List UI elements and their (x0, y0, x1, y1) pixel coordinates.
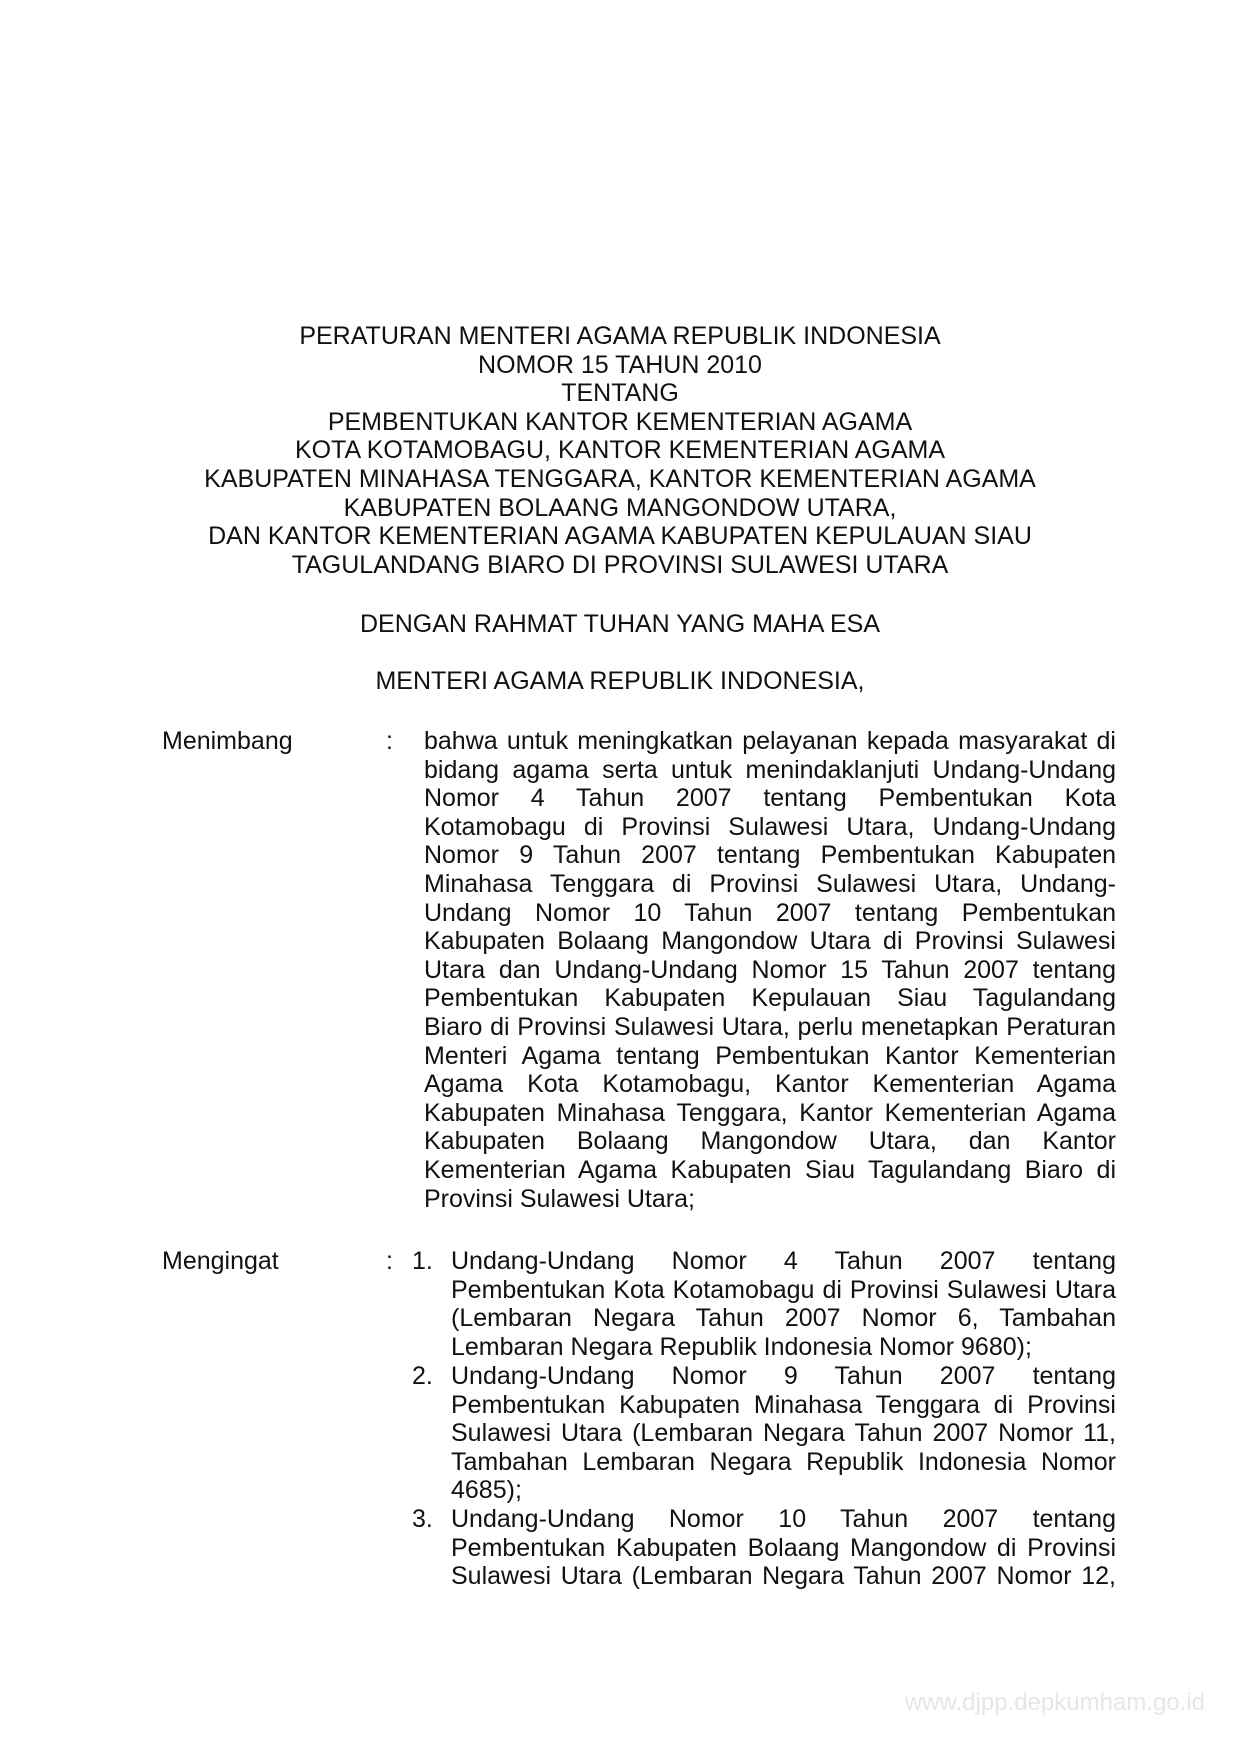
item-number: 1. (412, 1247, 433, 1275)
blessing-line: DENGAN RAHMAT TUHAN YANG MAHA ESA (359, 610, 880, 638)
item-line: Undang-Undang Nomor 10 Tahun 2007 tentang (451, 1505, 1116, 1533)
watermark: www.djpp.depkumham.go.id (904, 1689, 1205, 1716)
menimbang-line: Utara dan Undang-Undang Nomor 15 Tahun 2007 tentang (424, 955, 1116, 984)
item-line: Undang-Undang Nomor 9 Tahun 2007 tentang (451, 1362, 1116, 1390)
menimbang-body (424, 727, 1116, 1213)
menimbang-line: bahwa untuk meningkatkan pelayanan kepada masyarakat di (424, 727, 1116, 755)
menimbang-line: Kotamobagu di Provinsi Sulawesi Utara, Undang-Undang (424, 812, 1116, 841)
item-number: 2. (412, 1362, 433, 1390)
title-line: TAGULANDANG BIARO DI PROVINSI SULAWESI UTARA (291, 550, 949, 579)
menimbang-line: Nomor 9 Tahun 2007 tentang Pembentukan Kabupaten (424, 841, 1116, 870)
menimbang-label: Menimbang (162, 727, 293, 755)
menimbang-line: Kabupaten Bolaang Mangondow Utara di Provinsi Sulawesi (424, 927, 1116, 956)
item-line: Undang-Undang Nomor 4 Tahun 2007 tentang (451, 1247, 1116, 1275)
title-line: KOTA KOTAMOBAGU, KANTOR KEMENTERIAN AGAMA (294, 436, 946, 465)
menimbang-line: Kabupaten Minahasa Tenggara, Kantor Kementerian Agama (424, 1098, 1116, 1127)
title-line: PEMBENTUKAN KANTOR KEMENTERIAN AGAMA (327, 407, 913, 436)
mengingat-colon: : (386, 1247, 393, 1275)
title-line: KABUPATEN BOLAANG MANGONDOW UTARA, (343, 493, 897, 522)
menimbang-line: Pembentukan Kabupaten Kepulauan Siau Tagulandang (424, 984, 1116, 1013)
item-text (451, 1247, 1116, 1361)
menimbang-line: bidang agama serta untuk menindaklanjuti Undang-Undang (424, 755, 1116, 784)
item-number: 3. (412, 1505, 433, 1533)
item-line: Pembentukan Kabupaten Minahasa Tenggara di Provinsi (451, 1390, 1116, 1419)
menimbang-line: Nomor 4 Tahun 2007 tentang Pembentukan Kota (424, 784, 1116, 813)
menimbang-line: Agama Kota Kotamobagu, Kantor Kementerian Agama (424, 1070, 1116, 1099)
menimbang-line: Biaro di Provinsi Sulawesi Utara, perlu menetapkan Peraturan (424, 1012, 1116, 1041)
title-line: KABUPATEN MINAHASA TENGGARA, KANTOR KEMENTERIAN AGAMA (204, 464, 1036, 493)
item-line: (Lembaran Negara Tahun 2007 Nomor 6, Tambahan (451, 1304, 1116, 1333)
item-line: Sulawesi Utara (Lembaran Negara Tahun 2007 Nomor 11, (451, 1419, 1116, 1448)
menimbang-line: Provinsi Sulawesi Utara; (424, 1184, 695, 1213)
item-line: Lembaran Negara Republik Indonesia Nomor 9680); (451, 1332, 1032, 1361)
title-line: DAN KANTOR KEMENTERIAN AGAMA KABUPATEN KEPULAUAN SIAU (208, 522, 1032, 551)
menimbang-colon: : (386, 727, 393, 755)
item-line: Tambahan Lembaran Negara Republik Indonesia Nomor (451, 1447, 1116, 1476)
menimbang-line: Minahasa Tenggara di Provinsi Sulawesi Utara, Undang- (424, 869, 1116, 898)
menimbang-line: Menteri Agama tentang Pembentukan Kantor Kementerian (424, 1041, 1116, 1070)
document-title (0, 322, 1240, 579)
item-line: Pembentukan Kota Kotamobagu di Provinsi Sulawesi Utara (451, 1275, 1116, 1304)
title-line: PERATURAN MENTERI AGAMA REPUBLIK INDONESIA (299, 322, 941, 350)
item-line: Pembentukan Kabupaten Bolaang Mangondow di Provinsi (451, 1533, 1116, 1562)
minister-line: MENTERI AGAMA REPUBLIK INDONESIA, (375, 667, 865, 695)
item-line: 4685); (451, 1476, 522, 1505)
title-line: TENTANG (561, 379, 679, 408)
menimbang-line: Kabupaten Bolaang Mangondow Utara, dan Kantor (424, 1127, 1116, 1156)
menimbang-line: Undang Nomor 10 Tahun 2007 tentang Pembentukan (424, 898, 1116, 927)
title-line: NOMOR 15 TAHUN 2010 (478, 350, 762, 379)
menimbang-line: Kementerian Agama Kabupaten Siau Tagulandang Biaro di (424, 1155, 1116, 1184)
mengingat-label: Mengingat (162, 1247, 279, 1275)
item-line: Sulawesi Utara (Lembaran Negara Tahun 2007 Nomor 12, (451, 1562, 1116, 1591)
item-text (451, 1362, 1116, 1505)
item-text (451, 1505, 1116, 1591)
